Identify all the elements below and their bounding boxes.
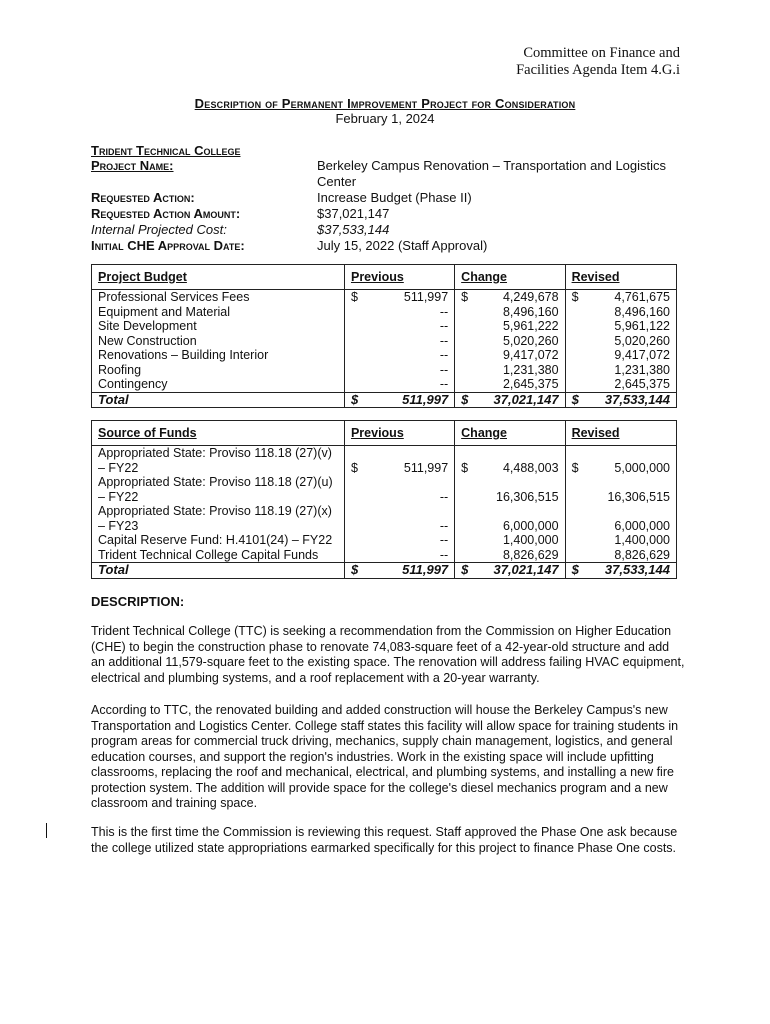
funds-total-revised: 37,533,144 xyxy=(604,562,670,577)
row-previous: -- xyxy=(439,362,449,377)
row-revised: 2,645,375 xyxy=(614,377,670,391)
row-change: 4,249,678 xyxy=(502,290,559,304)
row-revised: 6,000,000 xyxy=(614,518,670,533)
row-revised: 16,306,515 xyxy=(607,489,670,504)
row-revised: 8,496,160 xyxy=(614,304,670,319)
funds-row xyxy=(92,533,677,548)
budget-row xyxy=(92,319,677,334)
row-revised: 5,961,122 xyxy=(614,319,670,333)
currency-sign: $ xyxy=(461,460,469,475)
requested-action-label: Requested Action: xyxy=(91,190,195,205)
agenda-header-line2: Facilities Agenda Item 4.G.i xyxy=(516,62,680,78)
row-previous: -- xyxy=(439,319,449,333)
budget-row xyxy=(92,305,677,320)
row-change: 5,020,260 xyxy=(502,333,559,348)
row-label: Professional Services Fees xyxy=(98,290,250,304)
row-revised: 4,761,675 xyxy=(614,290,670,304)
row-revised: 1,400,000 xyxy=(614,533,670,547)
row-label: Roofing xyxy=(98,362,142,377)
budget-total-change: 37,021,147 xyxy=(493,391,559,407)
budget-body xyxy=(92,290,677,393)
row-change: 2,645,375 xyxy=(502,377,559,391)
funds-total-change: 37,021,147 xyxy=(493,562,559,577)
requested-action-value: Increase Budget (Phase II) xyxy=(317,190,472,205)
currency-sign: $ xyxy=(571,562,579,577)
budget-row xyxy=(92,334,677,349)
row-previous: -- xyxy=(439,348,449,362)
table-header-row xyxy=(92,421,677,446)
project-name-value: Berkeley Campus Renovation – Transportation and Logistics Center xyxy=(317,158,667,189)
row-label: Trident Technical College Capital Funds xyxy=(98,547,319,562)
budget-total-row xyxy=(92,392,677,408)
budget-header-label: Project Budget xyxy=(92,265,345,290)
requested-amount-value: $37,021,147 xyxy=(317,206,390,221)
currency-sign: $ xyxy=(461,290,469,304)
table-header-row xyxy=(92,265,677,290)
currency-sign: $ xyxy=(571,391,579,407)
description-paragraph-2: According to TTC, the renovated building and added construction will house the Berkeley Campus's new Transportation and Logistics Center. College staff states this facility will allow space for training students in program areas for commercial truck driving, mechanics, supply chain management, logistics, and general education courses, and support the region's industries. Work in the existing space will include upfitting classrooms, replacing the roof and mechanical, electrical, and plumbing systems, and installing a new fire protection system. The addition will provide space for the college's diesel mechanics program and a new classroom and training space. xyxy=(91,703,679,810)
funds-total-previous: 511,997 xyxy=(402,562,449,577)
source-of-funds-table xyxy=(91,420,677,579)
row-change: 9,417,072 xyxy=(502,348,559,362)
row-revised: 1,231,380 xyxy=(614,362,670,377)
funds-body xyxy=(92,446,677,563)
row-label: Renovations – Building Interior xyxy=(98,348,269,362)
funds-header-previous: Previous xyxy=(344,421,454,446)
budget-header-revised: Revised xyxy=(565,265,676,290)
budget-total-revised: 37,533,144 xyxy=(604,391,670,407)
currency-sign: $ xyxy=(461,391,469,407)
currency-sign: $ xyxy=(571,290,579,304)
row-previous: -- xyxy=(439,333,449,348)
row-change: 5,961,222 xyxy=(502,319,559,333)
approval-date-value: July 15, 2022 (Staff Approval) xyxy=(317,238,488,253)
row-previous: -- xyxy=(439,518,449,533)
row-label: Appropriated State: Proviso 118.18 (27)(v) – FY22 xyxy=(98,446,332,475)
row-revised: 5,000,000 xyxy=(614,460,670,475)
approval-date-label: Initial CHE Approval Date: xyxy=(91,238,245,253)
currency-sign: $ xyxy=(350,290,358,304)
row-change: 1,231,380 xyxy=(502,362,559,377)
row-label: Equipment and Material xyxy=(98,304,231,319)
row-change: 16,306,515 xyxy=(496,489,559,504)
row-revised: 9,417,072 xyxy=(614,348,670,362)
currency-sign: $ xyxy=(350,460,358,475)
budget-row xyxy=(92,377,677,392)
document-title: Description of Permanent Improvement Project for Consideration xyxy=(194,96,576,111)
currency-sign: $ xyxy=(350,391,359,407)
institution-label: Trident Technical College xyxy=(91,143,241,158)
project-name-label: Project Name: xyxy=(91,158,174,173)
revision-bar xyxy=(46,823,47,838)
funds-row xyxy=(92,548,677,563)
internal-cost-label: Internal Projected Cost: xyxy=(91,222,227,237)
requested-amount-label: Requested Action Amount: xyxy=(91,206,241,221)
row-label: Appropriated State: Proviso 118.18 (27)(u) – FY22 xyxy=(98,475,333,504)
description-paragraph-3: This is the first time the Commission is reviewing this request. Staff approved the Phase One ask because the college utilized state appropriations earmarked specifically for this project to finance Phase One costs. xyxy=(91,825,678,855)
row-change: 8,496,160 xyxy=(502,304,559,319)
budget-header-previous: Previous xyxy=(344,265,454,290)
funds-header-label: Source of Funds xyxy=(92,421,345,446)
row-previous: -- xyxy=(439,489,449,504)
funds-row xyxy=(92,446,677,476)
currency-sign: $ xyxy=(461,562,469,577)
row-change: 8,826,629 xyxy=(502,547,559,562)
internal-cost-value: $37,533,144 xyxy=(317,222,390,237)
funds-row xyxy=(92,504,677,533)
currency-sign: $ xyxy=(350,562,359,577)
row-revised: 8,826,629 xyxy=(614,547,670,562)
budget-row xyxy=(92,290,677,305)
funds-total-row xyxy=(92,563,677,579)
description-paragraph-1: Trident Technical College (TTC) is seeking a recommendation from the Commission on Higher Education (CHE) to begin the construction phase to renovate 74,083-square feet of a 42-year-old structure and add an additional 11,579-square feet to the existing space. The renovation will address failing HVAC equipment, electrical and plumbing systems, and a roof replacement with a 20-year warranty. xyxy=(91,624,685,685)
project-budget-table xyxy=(91,264,677,408)
row-label: Contingency xyxy=(98,377,168,391)
budget-total-label: Total xyxy=(92,392,345,408)
row-label: New Construction xyxy=(98,333,197,348)
description-heading: DESCRIPTION: xyxy=(91,594,185,609)
row-previous: 511,997 xyxy=(403,290,449,304)
row-change: 1,400,000 xyxy=(502,533,559,547)
funds-row xyxy=(92,475,677,504)
row-label: Capital Reserve Fund: H.4101(24) – FY22 xyxy=(98,533,333,547)
row-previous: -- xyxy=(439,377,449,391)
row-change: 6,000,000 xyxy=(502,518,559,533)
row-previous: -- xyxy=(439,547,449,562)
funds-header-revised: Revised xyxy=(565,421,676,446)
budget-row xyxy=(92,363,677,378)
budget-header-change: Change xyxy=(455,265,565,290)
row-label: Site Development xyxy=(98,319,197,333)
row-revised: 5,020,260 xyxy=(614,333,670,348)
row-previous: -- xyxy=(439,533,449,547)
agenda-header-line1: Committee on Finance and xyxy=(523,45,680,61)
funds-total-label: Total xyxy=(92,563,345,579)
budget-row xyxy=(92,348,677,363)
currency-sign: $ xyxy=(571,460,579,475)
row-label: Appropriated State: Proviso 118.19 (27)(x) – FY23 xyxy=(98,504,332,533)
budget-total-previous: 511,997 xyxy=(402,391,449,407)
row-previous: -- xyxy=(439,304,449,319)
agenda-header xyxy=(516,45,680,79)
row-previous: 511,997 xyxy=(403,460,449,475)
funds-header-change: Change xyxy=(455,421,565,446)
document-date: February 1, 2024 xyxy=(335,111,435,126)
row-change: 4,488,003 xyxy=(502,460,559,475)
